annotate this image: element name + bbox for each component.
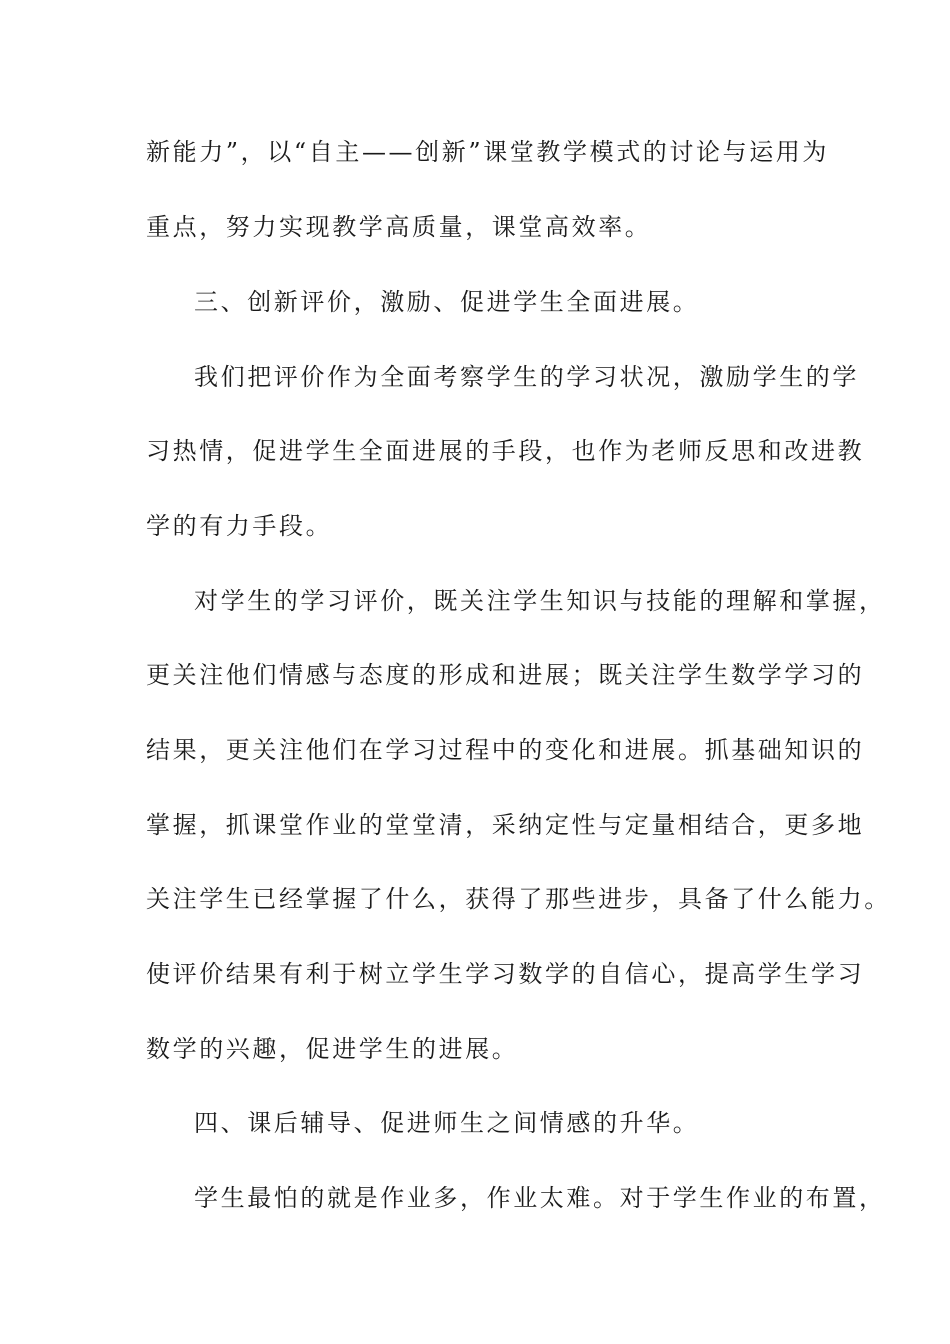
- text-line: 学的有力手段。: [146, 512, 333, 540]
- text-line: 新能力”，以“自主——创新”课堂教学模式的讨论与运用为: [146, 138, 830, 166]
- text-line: 更关注他们情感与态度的形成和进展；既关注学生数学学习的: [146, 661, 865, 689]
- text-line: 我们把评价作为全面考察学生的学习状况，激励学生的学: [194, 363, 859, 391]
- text-line: 数学的兴趣，促进学生的进展。: [146, 1035, 519, 1063]
- text-line: 习热情，促进学生全面进展的手段，也作为老师反思和改进教: [146, 437, 865, 465]
- text-line: 结果，更关注他们在学习过程中的变化和进展。抓基础知识的: [146, 736, 865, 764]
- text-line: 学生最怕的就是作业多，作业太难。对于学生作业的布置，: [194, 1184, 886, 1212]
- section-heading: 四、课后辅导、促进师生之间情感的升华。: [194, 1109, 700, 1137]
- section-heading: 三、创新评价，激励、促进学生全面进展。: [194, 288, 700, 316]
- text-line: 对学生的学习评价，既关注学生知识与技能的理解和掌握，: [194, 587, 886, 615]
- text-line: 使评价结果有利于树立学生学习数学的自信心，提高学生学习: [146, 960, 865, 988]
- text-line: 掌握，抓课堂作业的堂堂清，采纳定性与定量相结合，更多地: [146, 811, 865, 839]
- text-line: 重点，努力实现教学高质量，课堂高效率。: [146, 213, 652, 241]
- text-line: 关注学生已经掌握了什么，获得了那些进步，具备了什么能力。: [146, 885, 891, 913]
